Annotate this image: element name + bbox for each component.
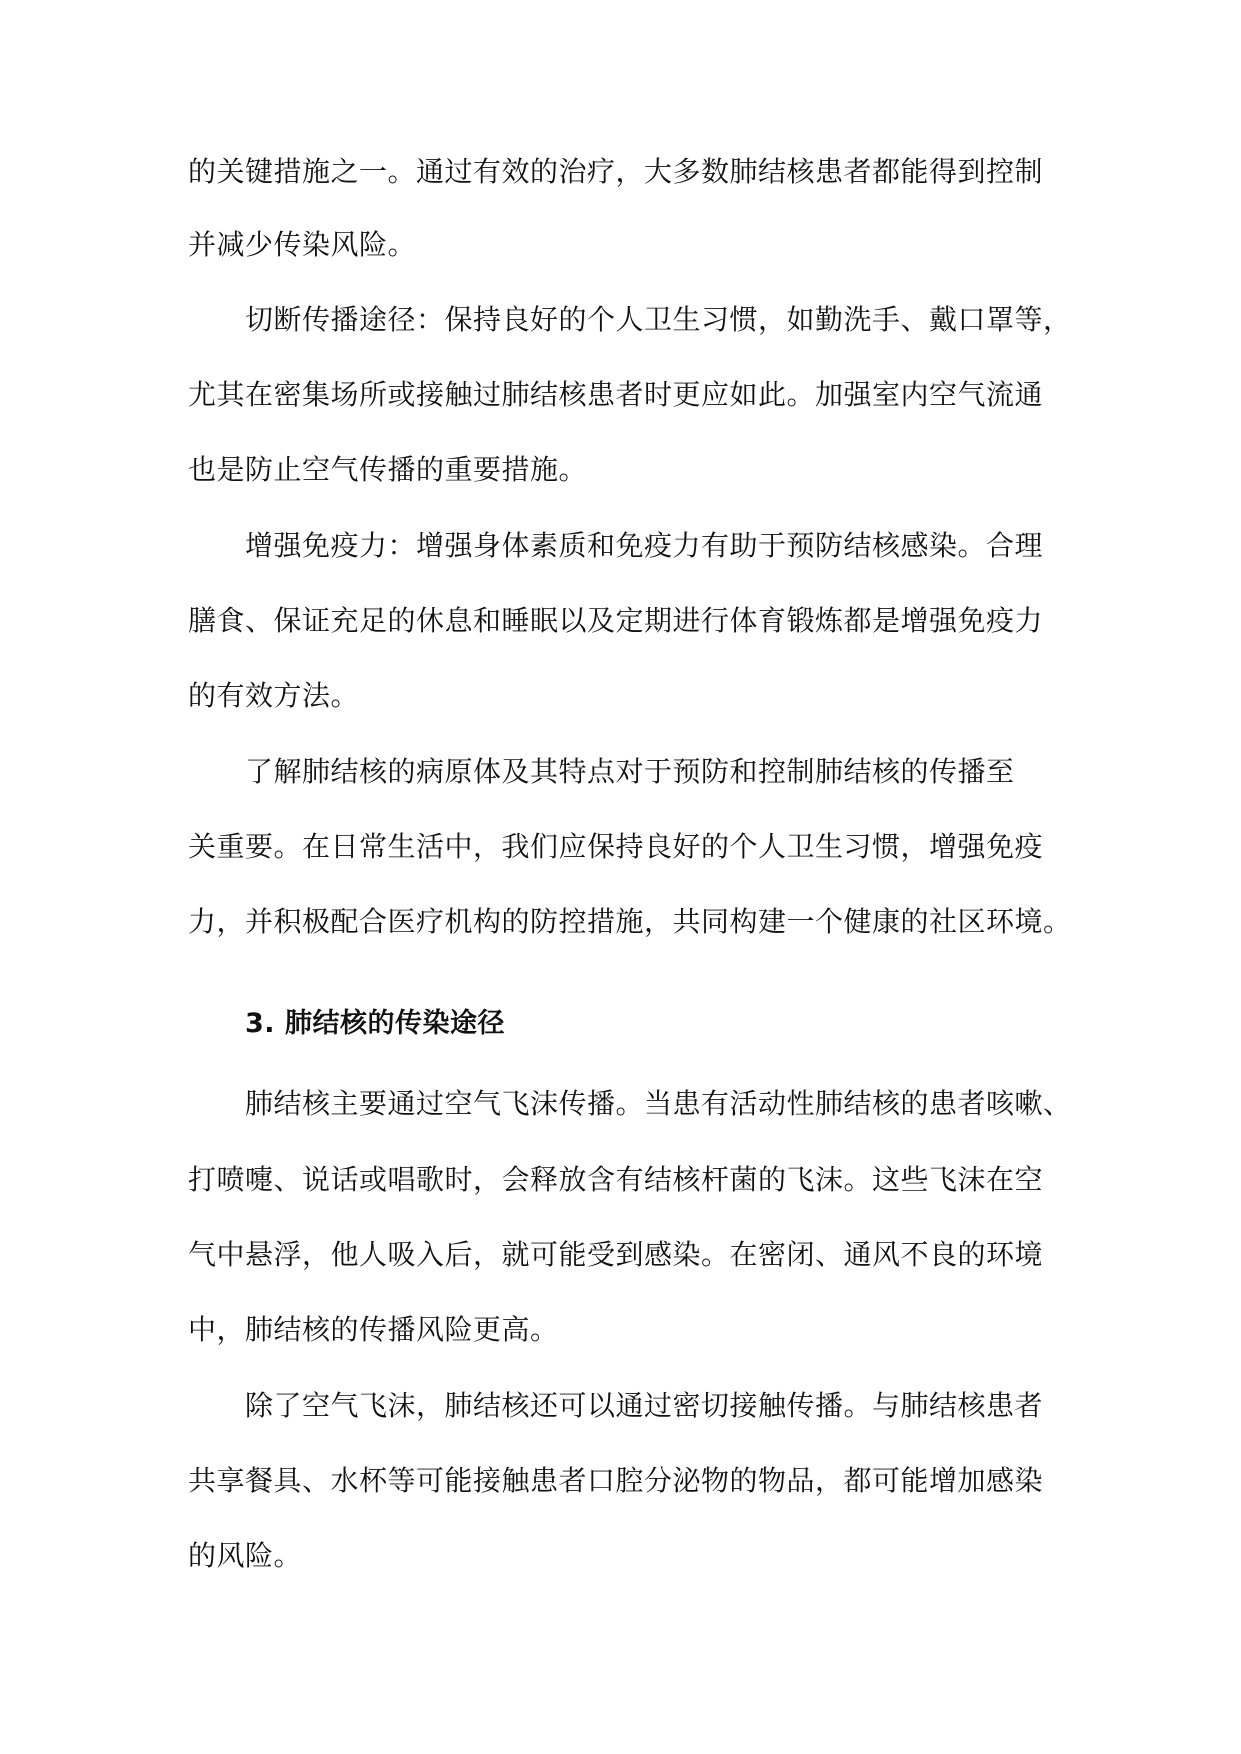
text-line: 气中悬浮，他人吸入后，就可能受到感染。在密闭、通风不良的环境 [188,1238,1044,1271]
text-line: 中，肺结核的传播风险更高。 [188,1313,559,1346]
text-line: 增强免疫力：增强身体素质和免疫力有助于预防结核感染。合理 [245,529,1044,562]
text-line: 力，并积极配合医疗机构的防控措施，共同构建一个健康的社区环境。 [188,905,1072,938]
text-line: 关重要。在日常生活中，我们应保持良好的个人卫生习惯，增强免疫 [188,830,1044,863]
text-line: 的有效方法。 [188,679,360,712]
text-line: 膳食、保证充足的休息和睡眠以及定期进行体育锻炼都是增强免疫力 [188,604,1044,637]
text-line: 切断传播途径：保持良好的个人卫生习惯，如勤洗手、戴口罩等， [245,303,1072,336]
text-line: 并减少传染风险。 [188,228,417,261]
section-heading: 3. 肺结核的传染途径 [245,1008,505,1039]
text-line: 的风险。 [188,1539,303,1572]
text-line: 肺结核主要通过空气飞沫传播。当患有活动性肺结核的患者咳嗽、 [245,1087,1072,1120]
text-line: 尤其在密集场所或接触过肺结核患者时更应如此。加强室内空气流通 [188,378,1044,411]
text-line: 了解肺结核的病原体及其特点对于预防和控制肺结核的传播至 [245,755,1015,788]
text-line: 共享餐具、水杯等可能接触患者口腔分泌物的物品，都可能增加感染 [188,1464,1044,1497]
text-line: 也是防止空气传播的重要措施。 [188,453,588,486]
text-line: 的关键措施之一。通过有效的治疗，大多数肺结核患者都能得到控制 [188,155,1044,188]
text-line: 打喷嚏、说话或唱歌时，会释放含有结核杆菌的飞沫。这些飞沫在空 [188,1163,1044,1196]
text-line: 除了空气飞沫，肺结核还可以通过密切接触传播。与肺结核患者 [245,1389,1044,1422]
